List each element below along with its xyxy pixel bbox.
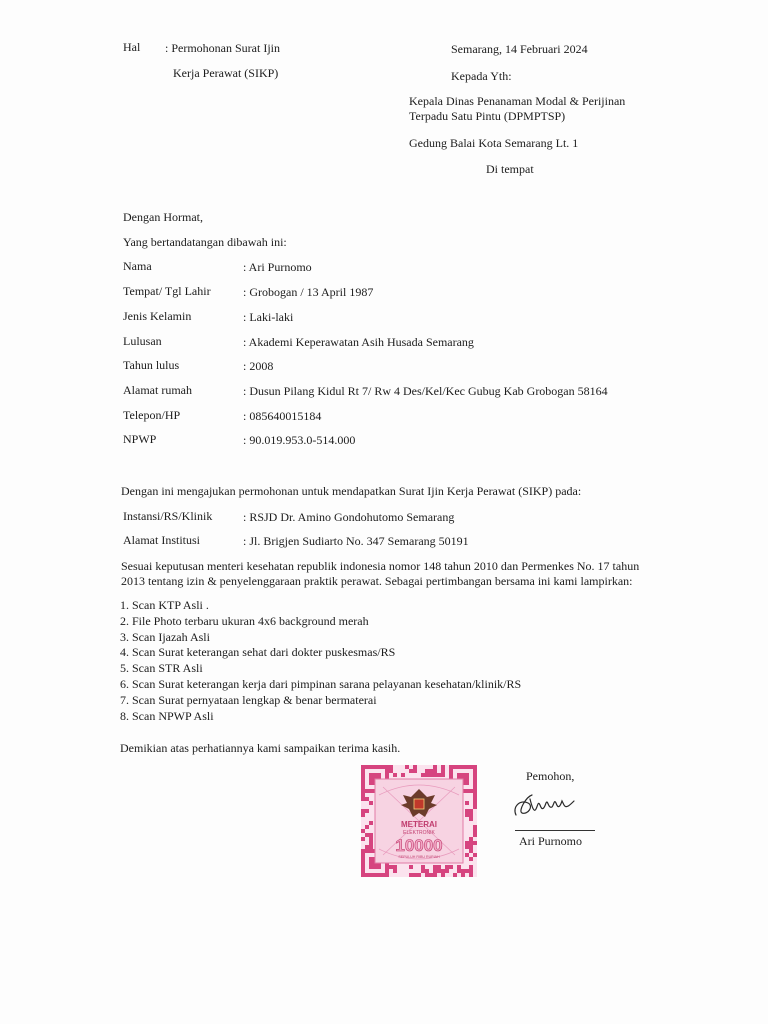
field-value: : 90.019.953.0-514.000 <box>243 433 356 447</box>
list-item: 5. Scan STR Asli <box>120 661 203 676</box>
field-value: : RSJD Dr. Amino Gondohutomo Semarang <box>243 510 455 524</box>
hal-label: Hal <box>123 40 141 54</box>
list-item: 1. Scan KTP Asli . <box>120 598 209 612</box>
field-value: : 2008 <box>243 359 274 373</box>
greeting: Dengan Hormat, <box>123 210 203 224</box>
list-item: 3. Scan Ijazah Asli <box>120 629 210 644</box>
field-value: : 085640015184 <box>243 409 322 423</box>
letter-date: Semarang, 14 Februari 2024 <box>451 42 588 56</box>
field-value: : Jl. Brigjen Sudiarto No. 347 Semarang 50191 <box>243 534 469 548</box>
field-label: Alamat rumah <box>123 383 192 397</box>
field-value: : Ari Purnomo <box>243 260 312 274</box>
field-label: Instansi/RS/Klinik <box>123 509 213 523</box>
to-label: Kepada Yth: <box>451 69 512 83</box>
list-item: 4. Scan Surat keterangan sehat dari dokter puskesmas/RS <box>120 645 396 660</box>
attachment-list <box>120 598 521 724</box>
field-label: Jenis Kelamin <box>123 309 192 323</box>
regulation-line-2: 2013 tentang izin & penyelenggaraan praktik perawat. Sebagai pertimbangan bersama ini kami lampirkan: <box>121 574 633 588</box>
intro-text: Yang bertandatangan dibawah ini: <box>123 235 287 249</box>
stamp-subtitle: ELEKTRONIK <box>403 830 435 836</box>
field-value: : Grobogan / 13 April 1987 <box>243 285 374 299</box>
stamp-amount: 10000 <box>395 836 443 855</box>
signer-name: Ari Purnomo <box>519 834 582 848</box>
list-item: 8. Scan NPWP Asli <box>120 708 214 723</box>
field-value: : Laki-laki <box>243 310 294 324</box>
recipient-line-2: Terpadu Satu Pintu (DPMPTSP) <box>409 109 566 123</box>
field-label: Tempat/ Tgl Lahir <box>123 284 211 298</box>
recipient-address: Gedung Balai Kota Semarang Lt. 1 <box>409 136 579 150</box>
field-label: NPWP <box>123 432 157 446</box>
applicant-label: Pemohon, <box>526 769 575 783</box>
stamp-amount-words: SEPULUH RIBU RUPIAH <box>398 855 440 859</box>
signature-line <box>515 830 595 831</box>
field-label: Nama <box>123 259 152 273</box>
field-label: Tahun lulus <box>123 358 180 372</box>
recipient-line-1: Kepala Dinas Penanaman Modal & Perijinan <box>409 94 626 108</box>
field-value: : Dusun Pilang Kidul Rt 7/ Rw 4 Des/Kel/Kec Gubug Kab Grobogan 58164 <box>243 384 608 398</box>
list-item: 6. Scan Surat keterangan kerja dari pimpinan sarana pelayanan kesehatan/klinik/RS <box>120 676 522 691</box>
e-meterai-stamp <box>361 765 477 877</box>
recipient-place: Di tempat <box>486 162 534 176</box>
stamp-title: METERAI <box>401 820 437 829</box>
list-item: 7. Scan Surat pernyataan lengkap & benar bermaterai <box>120 692 377 707</box>
subject-line-1: : Permohonan Surat Ijin <box>165 41 280 55</box>
field-label: Alamat Institusi <box>123 533 200 547</box>
signature-icon <box>508 785 598 825</box>
request-text: Dengan ini mengajukan permohonan untuk mendapatkan Surat Ijin Kerja Perawat (SIKP) pada: <box>121 484 582 498</box>
field-label: Telepon/HP <box>123 408 181 422</box>
subject-line-2: Kerja Perawat (SIKP) <box>173 66 279 80</box>
closing-text: Demikian atas perhatiannya kami sampaikan terima kasih. <box>120 741 401 755</box>
list-item: 2. File Photo terbaru ukuran 4x6 background merah <box>120 613 369 628</box>
field-label: Lulusan <box>123 334 162 348</box>
regulation-line-1: Sesuai keputusan menteri kesehatan republik indonesia nomor 148 tahun 2010 dan Permenkes No. 17 tahun <box>121 559 640 573</box>
field-value: : Akademi Keperawatan Asih Husada Semarang <box>243 335 474 349</box>
